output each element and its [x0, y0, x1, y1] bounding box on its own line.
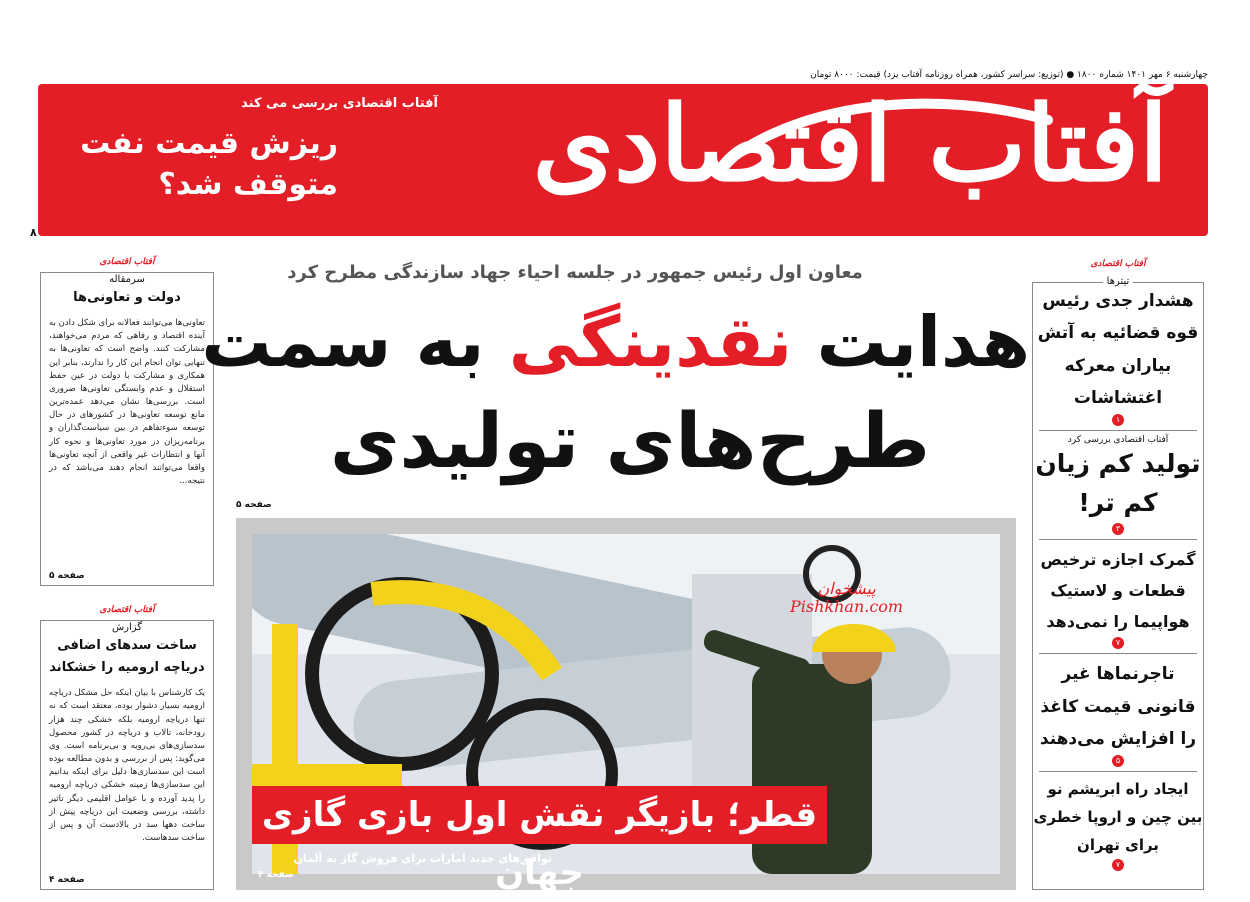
- item-number-badge: ۳: [1112, 523, 1124, 535]
- headlines-logo: آفتاب اقتصادی: [1090, 259, 1146, 269]
- teaser-title[interactable]: ریزش قیمت نفت متوقف شد؟: [80, 126, 338, 202]
- report-box: [40, 605, 214, 890]
- issue-info-line: چهارشنبه ۶ مهر ۱۴۰۱ شماره ۱۸۰۰ ● (توزیع: سراسر کشور، همراه روزنامه آفتاب یزد) قیمت: ۸۰۰۰ تومان: [810, 70, 1208, 80]
- teaser-kicker: آفتاب اقتصادی بررسی می کند: [241, 96, 438, 111]
- headline-word: هدایت: [792, 301, 1030, 383]
- headline-item[interactable]: تاجرنماها غیر قانونی قیمت کاغذ را افزایش می‌دهند: [1039, 664, 1197, 749]
- editorial-logo: آفتاب اقتصادی: [99, 257, 155, 267]
- headline-item[interactable]: هشدار جدی رئیس قوه قضائیه به آتش بیاران معرکه اغتشاشات: [1037, 291, 1199, 408]
- headline-red-word: نقدینگی: [508, 301, 793, 383]
- photo-subhead: توافق‌های جدید امارات برای فروش گاز به آلمان: [293, 852, 552, 865]
- divider: [1039, 771, 1197, 772]
- editorial-box: [40, 257, 214, 586]
- editorial-page: صفحه ۵: [49, 571, 85, 581]
- headline-item[interactable]: گمرک اجازه ترخیص قطعات و لاستیک هواپیما را نمی‌دهد: [1040, 549, 1196, 632]
- headline-word: به سمت: [201, 301, 509, 383]
- editorial-title[interactable]: دولت و تعاونی‌ها: [73, 290, 181, 305]
- headline-item[interactable]: تولید کم زیان کم تر!: [1035, 449, 1201, 517]
- watermark-text: پیشخوان: [817, 579, 876, 598]
- teaser-page-number: ۸: [30, 226, 37, 239]
- divider: [1039, 653, 1197, 654]
- photo-page: صفحه ۴: [258, 870, 294, 880]
- editorial-body: تعاونی‌ها می‌توانند فعالانه برای شکل دادن به آینده اقتصاد و رفاهی که مردم می‌خواهند، مشارکت کنند. واضح است که تعاونی‌ها به تنهایی توان انجام این کار را ندارند، بنابر این همکاری و مشارکت با دولت در عین حفظ استقلال و عدم وابستگی تعاونی‌ها ضروری است. بررسی‌ها نشان می‌دهد عمده‌ترین مانع توسعه تعاونی‌ها در کشورهای در حال توسعه سوءتفاهم در بین سیاست‌گذاران و برنامه‌ریزان در مورد تعاونی‌ها و نحوه کار آنها و انتظارات غیر واقعی از آنچه تعاونی‌ها واقعا می‌توانند انجام دهند می‌باشد که در نتیجه...: [49, 318, 205, 487]
- newspaper-logo[interactable]: آفتاب اقتصادی: [532, 82, 1168, 205]
- lead-headline-line1[interactable]: [201, 300, 1030, 384]
- divider: [1039, 539, 1197, 540]
- lead-headline-line2[interactable]: طرح‌های تولیدی: [329, 396, 931, 485]
- report-tag: گزارش: [108, 622, 146, 633]
- headlines-tag: تیترها: [1103, 276, 1134, 287]
- report-body: یک کارشناس با بیان اینکه حل مشکل دریاچه ارومیه بسیار دشوار بوده، معتقد است که نه تنها دریاچه ارومیه بلکه خشکی چند هزار رودخانه، تالاب و دریاچه در کشور محصول سدسازی‌های بی‌رویه و بی‌برنامه است. وی می‌گوید: پس از بررسی و بدون مطالعه بوده است این سدسازی‌ها دلیل برای اینکه بدانیم این سدسازی‌ها زمینه خشکی دریاچه ارومیه را پدید آورده و با عوامل اقلیمی دیگر تاثیر داشته، بررسی وضعیت این دریاچه پیش از ساخت دهها سد در بالادست آن و پس از ساخت سدهاست.: [49, 688, 205, 844]
- report-page: صفحه ۴: [49, 875, 85, 885]
- item-number-badge: ۷: [1112, 637, 1124, 649]
- report-logo: آفتاب اقتصادی: [99, 605, 155, 615]
- item-number-badge: ۵: [1112, 755, 1124, 767]
- headlines-column: [1032, 259, 1204, 890]
- watermark-url: Pishkhan.com: [790, 596, 904, 616]
- headline-item[interactable]: ایجاد راه ابریشم نو بین چین و اروپا خطری برای تهران: [1033, 780, 1203, 854]
- masthead-band: [38, 84, 1208, 236]
- watermark: [790, 580, 903, 615]
- report-title[interactable]: ساخت سدهای اضافی دریاچه ارومیه را خشکاند: [49, 638, 205, 676]
- editorial-tag: سرمقاله: [105, 274, 149, 285]
- divider: [1039, 430, 1197, 431]
- item-number-badge: ۱: [1112, 414, 1124, 426]
- photo-headline[interactable]: قطر؛ بازیگر نقش اول بازی گازی جهان: [252, 786, 827, 844]
- lead-page: صفحه ۵: [236, 500, 272, 510]
- lead-kicker: معاون اول رئیس جمهور در جلسه احیاء جهاد سازندگی مطرح کرد: [287, 262, 863, 283]
- headline-kicker: آفتاب اقتصادی بررسی کرد: [1067, 435, 1169, 446]
- item-number-badge: ۷: [1112, 859, 1124, 871]
